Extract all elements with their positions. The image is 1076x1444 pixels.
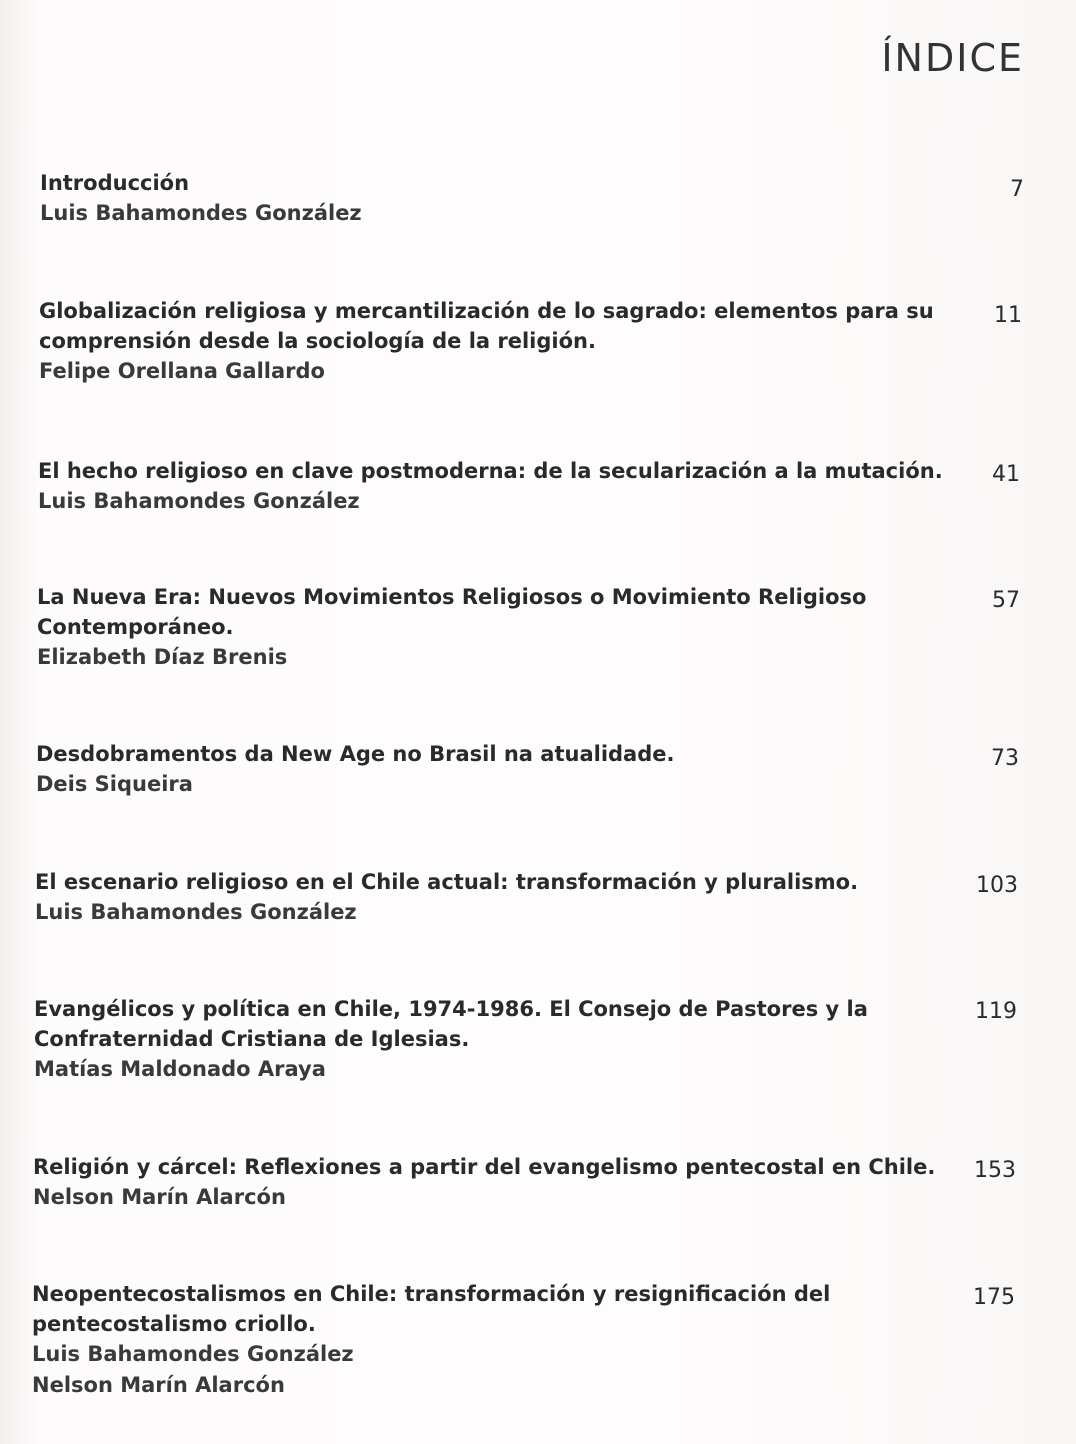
toc-entry-author: Matías Maldonado Araya — [34, 1057, 326, 1081]
toc-entry-block — [39, 296, 934, 387]
toc-entry-title-line: Globalización religiosa y mercantilización de lo sagrado: elementos para su — [39, 299, 934, 323]
toc-entry-author: Nelson Marín Alarcón — [32, 1373, 285, 1397]
toc-entry-author: Luis Bahamondes González — [32, 1342, 354, 1366]
toc-entry-page-number: 119 — [975, 999, 1017, 1024]
toc-entry-title-line: Evangélicos y política en Chile, 1974-1986. El Consejo de Pastores y la — [34, 997, 868, 1021]
toc-entry-block — [40, 168, 920, 229]
toc-entry-page-number: 7 — [1010, 177, 1024, 202]
toc-entry-page-number: 175 — [973, 1285, 1015, 1310]
toc-entry-title-line: pentecostalismo criollo. — [32, 1312, 316, 1336]
toc-entry-block — [33, 1152, 936, 1213]
toc-entry-author: Nelson Marín Alarcón — [33, 1185, 286, 1209]
toc-entry-block — [36, 739, 916, 800]
toc-entry-page-number: 103 — [976, 873, 1018, 898]
toc-entry-page-number: 73 — [991, 746, 1019, 771]
toc-entry-page-number: 41 — [992, 462, 1020, 487]
toc-entry-title-line: Neopentecostalismos en Chile: transformación y resignificación del — [32, 1282, 831, 1306]
toc-entry-title-line: La Nueva Era: Nuevos Movimientos Religiosos o Movimiento Religioso — [37, 585, 867, 609]
toc-entry-title-line: El hecho religioso en clave postmoderna: de la secularización a la mutación. — [38, 459, 943, 483]
toc-entry-block — [32, 1279, 912, 1401]
toc-entry-title-line: Religión y cárcel: Reflexiones a partir del evangelismo pentecostal en Chile. — [33, 1155, 936, 1179]
toc-entry-author: Felipe Orellana Gallardo — [39, 359, 325, 383]
toc-entry-title-line: Introducción — [40, 171, 190, 195]
toc-entry-page-number: 11 — [994, 303, 1022, 328]
toc-entry-author: Luis Bahamondes González — [38, 489, 360, 513]
toc-entry-title-line: Desdobramentos da New Age no Brasil na atualidade. — [36, 742, 675, 766]
toc-entry-author: Luis Bahamondes González — [40, 201, 362, 225]
toc-entry-title-line: El escenario religioso en el Chile actual: transformación y pluralismo. — [35, 870, 859, 894]
toc-entry-title-line: comprensión desde la sociología de la religión. — [39, 329, 596, 353]
toc-entry-author: Elizabeth Díaz Brenis — [37, 645, 288, 669]
toc-entry-block — [38, 456, 943, 517]
toc-entry-block — [34, 994, 914, 1085]
page-title: ÍNDICE — [881, 36, 1024, 80]
toc-entry-author: Deis Siqueira — [36, 772, 193, 796]
toc-entry-block — [35, 867, 915, 928]
toc-entry-title-line: Confraternidad Cristiana de Iglesias. — [34, 1027, 470, 1051]
toc-entry-author: Luis Bahamondes González — [35, 900, 357, 924]
toc-entry-page-number: 57 — [992, 588, 1020, 613]
toc-entry-page-number: 153 — [974, 1158, 1016, 1183]
toc-entry-block — [37, 582, 917, 673]
toc-entry-title-line: Contemporáneo. — [37, 615, 234, 639]
